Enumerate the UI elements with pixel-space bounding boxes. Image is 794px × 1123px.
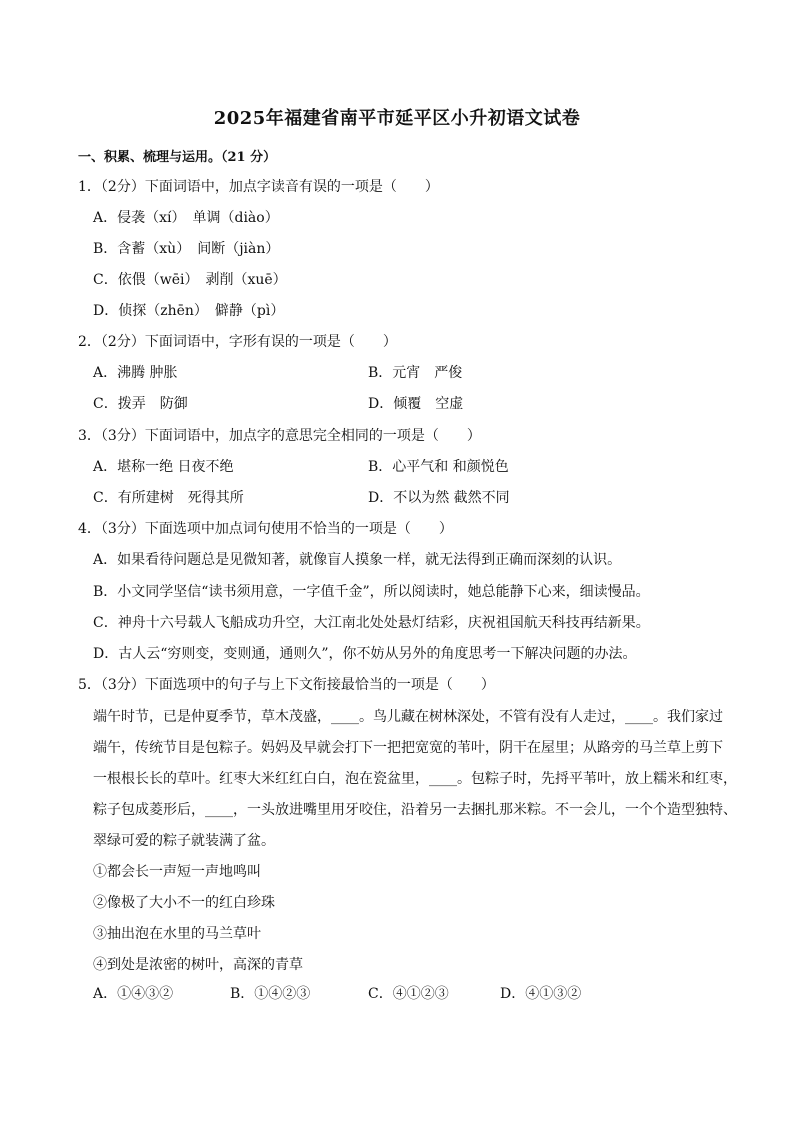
question-3-option-a: A．堪称一绝 日夜不绝 [93, 459, 234, 475]
passage-line: 端午时节，已是仲夏季节，草木茂盛，____。鸟儿藏在树林深处，不管有没有人走过，____。我们家过 [93, 709, 723, 725]
question-4-stem: 4．（3分）下面选项中加点词句使用不恰当的一项是（ ） [78, 521, 453, 537]
question-3-option-c: C．有所建树 死得其所 [93, 490, 244, 506]
question-1-option-c: C．依偎（wēi） 剥削（xuē） [93, 272, 287, 288]
section-heading: 一、积累、梳理与运用。（21 分） [78, 150, 277, 165]
question-1-stem: 1．（2分）下面词语中，加点字读音有误的一项是（ ） [78, 179, 439, 195]
question-5-choice-d: D．④①③② [500, 986, 582, 1002]
question-5-choice-b: B．①④②③ [230, 986, 311, 1002]
passage-line: 翠绿可爱的粽子就装满了盆。 [93, 833, 275, 849]
question-2-option-a: A．沸腾 肿胀 [93, 365, 178, 381]
question-2-stem: 2．（2分）下面词语中，字形有误的一项是（ ） [78, 334, 397, 350]
sentence-1: ①都会长一声短一声地鸣叫 [93, 864, 261, 880]
question-4-option-c: C．神舟十六号载人飞船成功升空，大江南北处处悬灯结彩，庆祝祖国航天科技再结新果。 [93, 615, 650, 631]
question-4-option-d: D．古人云“穷则变，变则通，通则久”，你不妨从另外的角度思考一下解决问题的办法。 [93, 646, 637, 662]
question-3-stem: 3．（3分）下面词语中，加点字的意思完全相同的一项是（ ） [78, 428, 481, 444]
question-2-option-c: C．拨弄 防御 [93, 396, 188, 412]
question-2-option-d: D．倾覆 空虚 [368, 396, 464, 412]
question-1-option-b: B．含蓄（xù） 间断（jiàn） [93, 241, 280, 257]
sentence-3: ③抽出泡在水里的马兰草叶 [93, 926, 261, 942]
question-4-option-b: B．小文同学坚信“读书须用意，一字值千金”，所以阅读时，她总能静下心来，细读慢品。 [93, 584, 650, 600]
question-5-stem: 5．（3分）下面选项中的句子与上下文衔接最恰当的一项是（ ） [78, 677, 495, 693]
question-1-option-a: A．侵袭（xí） 单调（diào） [93, 210, 279, 226]
passage-line: 一根根长长的草叶。红枣大米红红白白，泡在瓷盆里，____。包粽子时，先捋平苇叶，放上糯米和红枣， [93, 771, 737, 787]
question-2-option-b: B．元宵 严俊 [368, 365, 463, 381]
page-title: 2025年福建省南平市延平区小升初语文试卷 [213, 108, 581, 129]
passage-line: 粽子包成菱形后，____，一头放进嘴里用牙咬住，沿着另一去捆扎那米粽。不一会儿，一个个造型独特、 [93, 802, 737, 818]
passage-line: 端午，传统节目是包粽子。妈妈及早就会打下一把把宽宽的苇叶，阴干在屋里；从路旁的马兰草上剪下 [93, 740, 723, 756]
question-3-option-b: B．心平气和 和颜悦色 [368, 459, 509, 475]
sentence-2: ②像极了大小不一的红白珍珠 [93, 895, 275, 911]
question-1-option-d: D．侦探（zhēn） 僻静（pì） [93, 303, 285, 319]
question-4-option-a: A．如果看待问题总是见微知著，就像盲人摸象一样，就无法得到正确而深刻的认识。 [93, 552, 622, 568]
question-5-choice-a: A．①④③② [93, 986, 174, 1002]
question-5-choice-c: C．④①②③ [368, 986, 449, 1002]
sentence-4: ④到处是浓密的树叶，高深的青草 [93, 957, 303, 973]
question-3-option-d: D．不以为然 截然不同 [368, 490, 510, 506]
